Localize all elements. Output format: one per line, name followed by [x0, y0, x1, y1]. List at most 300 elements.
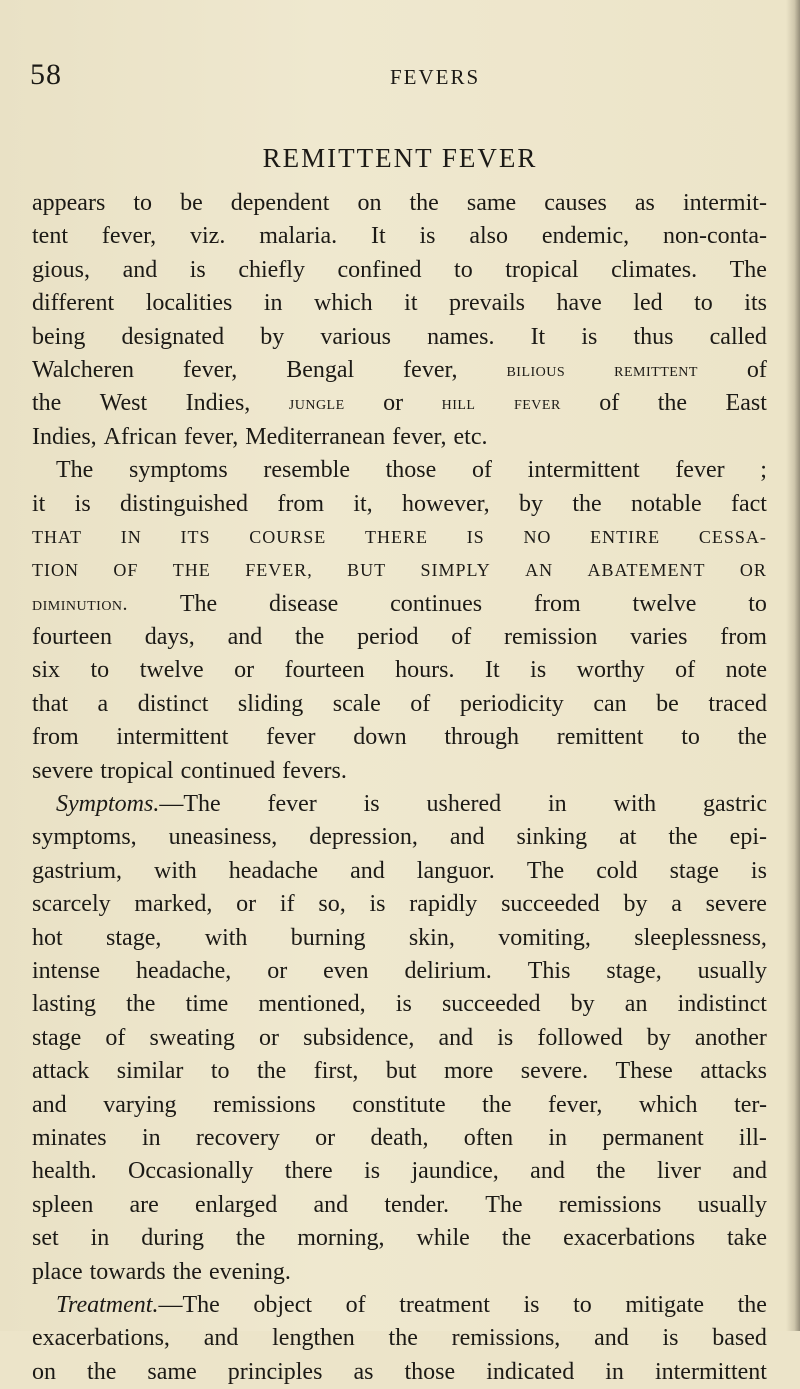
word: various — [320, 323, 391, 350]
word: it, — [353, 490, 373, 517]
word: The — [179, 590, 218, 617]
word: thus — [633, 323, 674, 350]
word: a — [97, 690, 109, 717]
word: be — [656, 690, 679, 717]
word: designated — [121, 323, 225, 350]
word: is — [363, 791, 380, 818]
word: the — [256, 1058, 287, 1085]
word: attacks — [700, 1058, 767, 1085]
word: and — [227, 624, 263, 651]
word: death, — [370, 1124, 429, 1151]
word: viz. — [190, 223, 226, 250]
word: from — [533, 590, 581, 617]
word: or — [267, 957, 288, 984]
word: fever — [267, 791, 317, 818]
word: hot — [32, 924, 63, 951]
word: severe — [32, 757, 94, 784]
word: tropical — [100, 757, 174, 784]
word: the — [657, 390, 688, 417]
word: fever, — [403, 356, 458, 383]
word: remissions — [213, 1091, 316, 1118]
word: called — [709, 323, 767, 350]
text-line — [32, 521, 767, 554]
word: object — [253, 1291, 313, 1318]
word: lasting — [32, 991, 96, 1018]
word: intermit- — [682, 190, 767, 216]
word: indistinct — [677, 991, 767, 1018]
word: the — [87, 1358, 117, 1385]
word: to — [748, 590, 767, 617]
word: is — [523, 1291, 540, 1318]
word: with — [154, 857, 197, 884]
word: note — [725, 657, 767, 684]
word: skin, — [408, 924, 455, 951]
word: headache — [228, 857, 319, 884]
word: in — [141, 1124, 161, 1151]
word: days, — [144, 624, 195, 651]
word: those — [404, 1358, 456, 1385]
text-line — [32, 1055, 767, 1088]
word: fever, — [183, 423, 239, 450]
word: sleeplessness, — [634, 924, 767, 951]
word: same — [147, 1358, 197, 1385]
word: and — [313, 1191, 349, 1218]
word: jungle — [288, 392, 345, 415]
word: in — [547, 791, 567, 818]
word: on — [32, 1358, 56, 1385]
word: malaria. — [259, 223, 338, 250]
word: six — [32, 657, 61, 684]
word: worthy — [576, 657, 645, 684]
word: tropical — [505, 256, 579, 283]
word: is — [581, 323, 598, 350]
word: to — [90, 657, 110, 684]
word: is — [189, 256, 206, 283]
word: different — [32, 290, 115, 317]
page-number: 58 — [30, 58, 62, 91]
word: and — [449, 824, 485, 851]
word: localities — [145, 290, 233, 317]
word: to — [210, 1058, 230, 1085]
word: spleen — [32, 1191, 94, 1218]
word: ENTIRE — [590, 526, 661, 547]
word: is — [74, 490, 91, 517]
word: It — [370, 223, 386, 250]
text-line — [32, 855, 767, 888]
word: ABATEMENT — [587, 560, 706, 581]
word: ushered — [426, 791, 502, 818]
word: etc. — [453, 423, 488, 450]
word: the — [668, 824, 698, 851]
word: fevers. — [282, 757, 347, 784]
word: stage, — [606, 957, 662, 984]
text-line — [32, 821, 767, 854]
word: the — [126, 991, 156, 1018]
word: fever — [675, 457, 725, 484]
word: or — [234, 657, 255, 684]
text-line — [32, 488, 767, 521]
word: The — [729, 256, 767, 283]
running-head — [0, 58, 800, 98]
text-line — [32, 321, 767, 354]
word: notable — [631, 490, 702, 517]
word: fever, — [101, 223, 157, 250]
text-line — [32, 1022, 767, 1055]
word: OR — [739, 560, 767, 581]
word: depression, — [309, 824, 418, 851]
word: more — [444, 1058, 494, 1085]
word: or — [315, 1124, 336, 1151]
word: the — [482, 1091, 512, 1118]
word: constitute — [352, 1091, 446, 1118]
word: is — [662, 1325, 679, 1352]
word: gastrium, — [32, 857, 122, 884]
word: on — [357, 190, 382, 216]
word: fever, — [182, 356, 238, 383]
text-line — [32, 220, 767, 253]
word: led — [633, 290, 663, 317]
word: health. — [32, 1158, 97, 1185]
word: to — [573, 1291, 592, 1318]
word: in — [90, 1225, 110, 1252]
word: and — [122, 256, 158, 283]
word: fact — [730, 490, 767, 517]
word: causes — [544, 190, 607, 216]
word: the — [235, 1225, 266, 1252]
word: usually — [697, 1191, 767, 1218]
word: gious, — [32, 256, 91, 283]
word: epi- — [729, 824, 767, 851]
word: mentioned, — [258, 991, 366, 1018]
word: in — [605, 1358, 624, 1385]
word: towards — [89, 1258, 166, 1285]
word: first, — [313, 1058, 359, 1085]
word: Symptoms.—The — [56, 788, 221, 821]
word: of — [345, 1291, 366, 1318]
word: marked, — [134, 891, 213, 918]
word: the — [388, 1325, 418, 1352]
word: It — [484, 657, 500, 684]
word: it — [32, 490, 46, 517]
word: uneasiness, — [168, 824, 278, 851]
text-line — [32, 755, 767, 788]
word: CESSA- — [698, 526, 767, 547]
word: traced — [708, 690, 767, 717]
word: same — [466, 190, 517, 216]
word: varying — [103, 1091, 177, 1118]
word: based — [712, 1325, 767, 1352]
word: burning — [290, 924, 366, 951]
word: there — [284, 1158, 333, 1185]
word: to — [694, 290, 713, 317]
word: intermittent — [527, 457, 640, 484]
word: succeeded — [501, 891, 600, 918]
text-line — [32, 621, 767, 654]
word: fever, — [392, 423, 447, 450]
word: disease — [269, 590, 339, 617]
word: intense — [32, 957, 100, 984]
text-line — [32, 287, 767, 320]
section-title: REMITTENT FEVER — [262, 143, 538, 173]
word: exacerbations, — [32, 1325, 170, 1352]
word: a — [671, 891, 682, 918]
word: attack — [32, 1058, 90, 1085]
word: tent — [32, 223, 68, 250]
word: are — [129, 1191, 159, 1218]
word: its — [744, 290, 767, 317]
word: delirium. — [404, 957, 492, 984]
word: severe — [705, 891, 767, 918]
word: which — [638, 1091, 698, 1118]
word: climates. — [611, 256, 698, 283]
word: fever, — [548, 1091, 603, 1118]
word: distinguished — [120, 490, 249, 517]
word: treatment — [399, 1291, 490, 1318]
word: by — [646, 1024, 671, 1051]
word: principles — [227, 1358, 323, 1385]
word: during — [141, 1225, 204, 1252]
word: and — [732, 1158, 767, 1185]
text-line — [32, 554, 767, 587]
word: at — [619, 824, 637, 851]
word: dependent — [230, 190, 330, 216]
word: by — [260, 323, 285, 350]
word: NO — [523, 526, 552, 547]
word: the — [172, 1258, 202, 1285]
word: periodicity — [459, 690, 564, 717]
word: as — [353, 1358, 374, 1385]
text-line — [32, 254, 767, 287]
word: jaundice, — [411, 1158, 499, 1185]
text-line — [32, 922, 767, 955]
subheading-word: Symptoms. — [56, 791, 160, 818]
word: stage, — [106, 924, 162, 951]
word: however, — [402, 490, 490, 517]
word: Treatment.—The — [56, 1289, 220, 1322]
word: time — [185, 991, 229, 1018]
word: twelve — [632, 590, 697, 617]
word: with — [204, 924, 248, 951]
word: SIMPLY — [420, 560, 491, 581]
word: ; — [760, 457, 767, 484]
word: with — [613, 791, 657, 818]
word: East — [725, 390, 767, 417]
text-line — [32, 1322, 767, 1355]
page-edge-shadow — [786, 0, 800, 1331]
word: even — [323, 957, 369, 984]
word: morning, — [297, 1225, 385, 1252]
word: intermittent — [654, 1358, 767, 1385]
word: period — [357, 624, 419, 651]
word: or — [236, 891, 257, 918]
word: continues — [390, 590, 483, 617]
text-line — [32, 1256, 767, 1289]
text-line — [32, 1356, 767, 1389]
word: have — [556, 290, 602, 317]
word: cold — [596, 857, 638, 884]
word: the — [737, 724, 767, 751]
word: evening. — [208, 1258, 291, 1285]
word: it — [404, 290, 418, 317]
word: liver — [656, 1158, 701, 1185]
word: the — [737, 1291, 767, 1318]
word: followed — [537, 1024, 623, 1051]
word: to — [454, 256, 473, 283]
word: The — [56, 457, 94, 484]
text-line — [32, 187, 767, 220]
word: usually — [697, 957, 767, 984]
word: remittent — [556, 724, 644, 751]
body-text — [32, 187, 767, 1389]
word: Bengal — [286, 356, 355, 383]
word: exacerbations — [563, 1225, 696, 1252]
word: diminution. — [32, 592, 129, 615]
word: languor. — [416, 857, 495, 884]
word: and — [530, 1158, 565, 1185]
word: ITS — [180, 526, 211, 547]
word: remissions — [558, 1191, 662, 1218]
running-title: FEVERS — [390, 65, 481, 89]
word: continued — [180, 757, 276, 784]
word: Walcheren — [32, 356, 134, 383]
text-line — [32, 654, 767, 687]
word: and — [594, 1325, 629, 1352]
word: symptoms, — [32, 824, 137, 851]
text-line — [32, 1289, 767, 1322]
word: Occasionally — [128, 1158, 254, 1185]
subheading-word: Treatment. — [56, 1291, 159, 1318]
word: THE — [172, 560, 211, 581]
word: non-conta- — [663, 223, 767, 250]
word: is — [369, 891, 386, 918]
word: sinking — [516, 824, 588, 851]
word: which — [314, 290, 373, 317]
word: TION — [32, 560, 79, 581]
word: indicated — [486, 1358, 575, 1385]
word: the — [572, 490, 602, 517]
word: resemble — [263, 457, 350, 484]
word: can — [593, 690, 627, 717]
word: the — [295, 624, 325, 651]
text-line — [32, 1155, 767, 1188]
word: stage — [32, 1024, 82, 1051]
word: IN — [120, 526, 142, 547]
word: hill — [441, 392, 476, 415]
word: to — [681, 724, 700, 751]
word: distinct — [137, 690, 209, 717]
word: COURSE — [249, 526, 327, 547]
word: by — [623, 891, 648, 918]
word: symptoms — [128, 457, 228, 484]
word: OF — [113, 560, 139, 581]
text-line — [32, 354, 767, 387]
word: or — [383, 390, 404, 417]
word: through — [444, 724, 520, 751]
word: that — [32, 690, 68, 717]
word: The — [526, 857, 565, 884]
text-line — [32, 588, 767, 621]
word: confined — [337, 256, 422, 283]
word: and — [438, 1024, 474, 1051]
word: THAT — [32, 526, 82, 547]
word: fourteen — [32, 624, 112, 651]
word: of — [675, 657, 696, 684]
word: subsidence, — [303, 1024, 415, 1051]
word: as — [634, 190, 655, 216]
word: ter- — [734, 1091, 767, 1118]
word: sweating — [149, 1024, 235, 1051]
word: prevails — [449, 290, 525, 317]
word: of — [410, 690, 431, 717]
word: another — [694, 1024, 767, 1051]
word: hours. — [395, 657, 455, 684]
word: It — [530, 323, 546, 350]
word: FEVER, — [245, 560, 313, 581]
word: African — [103, 423, 177, 450]
word: and — [350, 857, 385, 884]
word: also — [469, 223, 509, 250]
text-line — [32, 688, 767, 721]
word: being — [32, 323, 86, 350]
word: intermittent — [116, 724, 229, 751]
word: The — [485, 1191, 523, 1218]
word: of — [746, 356, 767, 383]
word: mitigate — [625, 1291, 705, 1318]
word: varies — [630, 624, 688, 651]
word: twelve — [139, 657, 204, 684]
word: endemic, — [541, 223, 630, 250]
word: the — [32, 390, 62, 417]
word: remittent — [614, 358, 698, 381]
word: headache, — [135, 957, 232, 984]
word: often — [463, 1124, 514, 1151]
word: appears — [32, 190, 106, 216]
text-line — [32, 721, 767, 754]
word: Indies, — [185, 390, 251, 417]
text-line — [32, 421, 767, 454]
word: scale — [332, 690, 381, 717]
text-line — [32, 387, 767, 420]
text-line — [32, 1222, 767, 1255]
word: take — [727, 1225, 767, 1252]
word: fever — [513, 392, 561, 415]
text-line — [32, 888, 767, 921]
word: be — [180, 190, 203, 216]
word: ill- — [738, 1124, 767, 1151]
word: Indies, — [32, 423, 97, 450]
text-line — [32, 454, 767, 487]
word: and — [203, 1325, 239, 1352]
word: West — [99, 390, 148, 417]
word: Mediterranean — [245, 423, 386, 450]
word: rapidly — [409, 891, 478, 918]
word: remission — [504, 624, 598, 651]
text-line — [32, 988, 767, 1021]
word: AN — [525, 560, 554, 581]
word: by — [519, 490, 544, 517]
word: scarcely — [32, 891, 111, 918]
word: to — [133, 190, 153, 216]
word: IS — [466, 526, 485, 547]
word: of — [451, 624, 472, 651]
word: permanent — [602, 1124, 704, 1151]
word: stage — [669, 857, 719, 884]
word: set — [32, 1225, 59, 1252]
word: bilious — [506, 358, 566, 381]
word: but — [385, 1058, 417, 1085]
word: tender. — [384, 1191, 449, 1218]
word: the — [596, 1158, 626, 1185]
